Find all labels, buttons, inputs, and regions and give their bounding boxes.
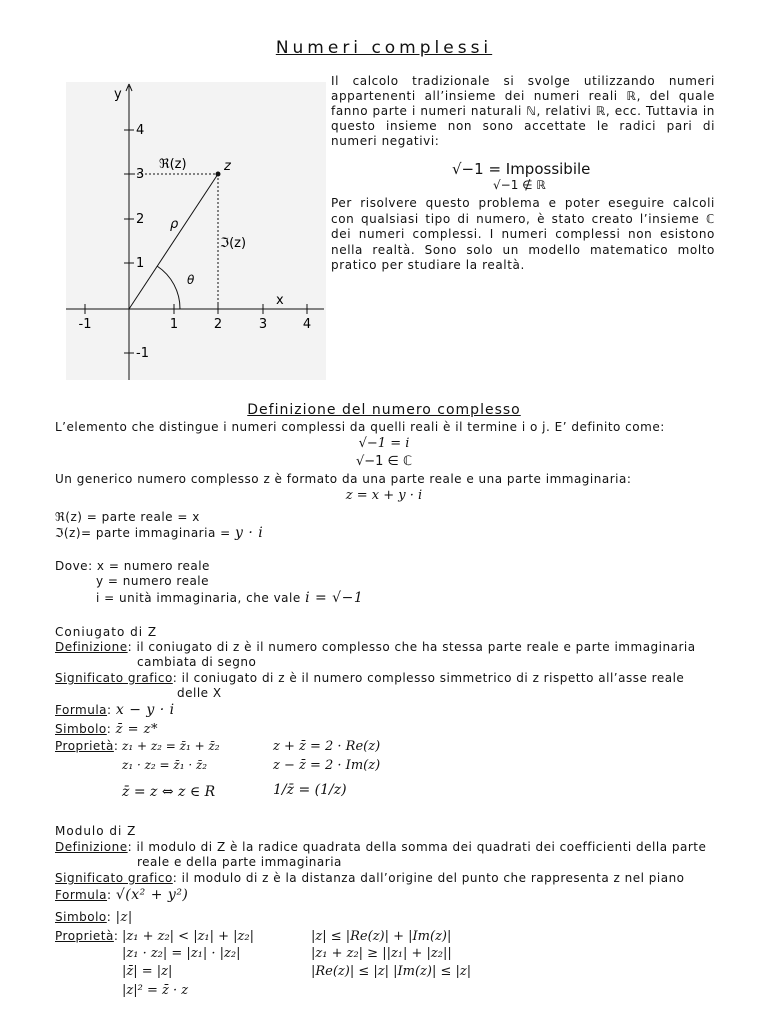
im-label: ℑ(z) [220, 236, 247, 251]
intro-paragraph-2: Per risolvere questo problema e poter eseguire calcoli con qualsiasi tipo di numero, è stato creato l’insieme ℂ dei numeri complessi. I numeri complessi non esistono nella realtà. Sono solo un modello matematico molto pratico per studiare la realtà. [331, 196, 715, 272]
significato-label: Significato grafico [55, 671, 173, 685]
simbolo-label: Simbolo [55, 722, 107, 736]
modulo-definition [55, 840, 706, 855]
dove-i-math: i = √−1 [305, 590, 364, 606]
graph-background [66, 82, 326, 380]
x-tick-label: -1 [78, 317, 92, 332]
coniugato-prop-3: z̄ = z ⇔ z ∈ R [122, 784, 216, 800]
im-part-line [55, 526, 263, 541]
modulo-prop-5: |z| ≤ |Re(z)| + |Im(z)| [311, 929, 452, 944]
definition-eq-in-c: √−1 ∈ ℂ [355, 454, 413, 469]
coniugato-definition [55, 640, 696, 655]
modulo-proprieta: Proprietà: [55, 929, 119, 943]
rho-label: ρ [170, 217, 179, 232]
formula-math: x − y · i [115, 702, 175, 718]
formula-label: Formula [55, 703, 108, 717]
re-part-line: ℜ(z) = parte reale = x [55, 510, 200, 524]
definition-eq-z: z = x + y · i [345, 488, 423, 503]
modulo-simbolo: Simbolo: |z| [55, 910, 133, 925]
x-tick-label: 3 [258, 317, 268, 332]
point-z [216, 172, 221, 177]
modulo-heading: Modulo di Z [55, 824, 137, 838]
coniugato-simbolo: Simbolo: z̄ = z* [55, 722, 158, 737]
modulo-definition-cont: reale e della parte immaginaria [137, 855, 342, 869]
modulo-significato [55, 871, 685, 886]
significato-text: : il coniugato di z è il numero complesso simmetrico di z rispetto all’asse reale [172, 671, 685, 685]
section-title-definition: Definizione del numero complesso [247, 402, 521, 418]
y-tick-label: 2 [136, 212, 145, 227]
formula-math: √(x² + y²) [115, 887, 189, 903]
dove-i-line [96, 591, 363, 606]
y-tick-label: 3 [136, 167, 145, 182]
x-tick-label: 4 [302, 317, 312, 332]
coniugato-definition-cont: cambiata di segno [137, 655, 257, 669]
point-z-label: z [224, 159, 231, 174]
coniugato-proprieta: Proprietà: [55, 739, 119, 753]
im-part-math: y · i [235, 525, 264, 541]
modulo-prop-3: |z̄| = |z| [122, 964, 173, 979]
dove-i-text: i = unità immaginaria, che vale [96, 591, 306, 605]
modulo-prop-4: |z|² = z̄ · z [122, 983, 189, 998]
definition-text: : il modulo di Z è la radice quadrata della somma dei quadrati dei coefficienti della parte [127, 840, 707, 854]
definition-label: Definizione [55, 640, 128, 654]
re-label: ℜ(z) [159, 157, 187, 172]
theta-label: θ [187, 273, 195, 287]
y-tick-label: 1 [136, 256, 145, 271]
definition-text: : il coniugato di z è il numero complesso che ha stessa parte reale e parte immaginaria [127, 640, 696, 654]
modulo-prop-7: |Re(z)| ≤ |z| |Im(z)| ≤ |z| [311, 964, 472, 979]
x-tick-label: 2 [213, 317, 223, 332]
definition-line-1: L’elemento che distingue i numeri complessi da quelli reali è il termine i o j. E’ definito come: [55, 420, 665, 434]
complex-plane-graph [66, 82, 326, 380]
proprieta-label: Proprietà [55, 929, 114, 943]
significato-label: Significato grafico [55, 871, 173, 885]
formula-label: Formula [55, 888, 108, 902]
dove-y-line: y = numero reale [96, 574, 210, 588]
simbolo-math: |z| [115, 910, 133, 925]
intro-paragraph: Il calcolo tradizionale si svolge utilizzando numeri appartenenti all’insieme dei numeri reali ℝ, del quale fanno parte i numeri naturali ℕ, relativi ℝ, ecc. Tuttavia in questo insieme non sono accettate le radici pari di numeri negativi: [331, 74, 715, 148]
simbolo-math: z̄ = z* [115, 722, 158, 737]
significato-text: : il modulo di z è la distanza dall’origine del punto che rappresenta z nel piano [172, 871, 685, 885]
coniugato-prop-2: z₁ · z₂ = z̄₁ · z̄₂ [122, 758, 208, 772]
coniugato-prop-4: z + z̄ = 2 · Re(z) [273, 739, 381, 754]
page-title: Numeri complessi [275, 38, 493, 58]
simbolo-label: Simbolo [55, 910, 107, 924]
coniugato-formula: Formula: x − y · i [55, 702, 175, 718]
dove-x-line: Dove: x = numero reale [55, 559, 210, 573]
modulo-prop-6: |z₁ + z₂| ≥ ||z₁| + |z₂|| [311, 946, 452, 961]
x-tick-label: 1 [169, 317, 179, 332]
definition-label: Definizione [55, 840, 128, 854]
y-tick-label: -1 [136, 346, 149, 361]
definition-eq-i: √−1 = i [358, 436, 410, 451]
modulo-formula: Formula: √(x² + y²) [55, 887, 189, 903]
y-tick-label: 4 [136, 123, 145, 138]
im-part-text: ℑ(z)= parte immaginaria = [55, 526, 235, 540]
coniugato-significato [55, 671, 684, 686]
coniugato-significato-cont: delle X [177, 686, 222, 700]
modulo-prop-2: |z₁ · z₂| = |z₁| · |z₂| [122, 946, 241, 961]
coniugato-prop-6: 1/z̄ = (1/z) [273, 782, 347, 798]
definition-line-2: Un generico numero complesso z è formato da una parte reale e una parte immaginaria: [55, 472, 632, 486]
modulo-prop-1: |z₁ + z₂| < |z₁| + |z₂| [122, 929, 254, 944]
intro-equation-impossible: √−1 = Impossibile [452, 160, 591, 178]
proprieta-label: Proprietà [55, 739, 114, 753]
coniugato-heading: Coniugato di Z [55, 625, 158, 639]
intro-equation-not-in-r: √−1 ∉ ℝ [493, 178, 546, 192]
x-axis-label: x [276, 293, 284, 308]
coniugato-prop-1: z₁ + z₂ = z̄₁ + z̄₂ [122, 739, 220, 753]
y-axis-label: y [114, 87, 122, 102]
coniugato-prop-5: z − z̄ = 2 · Im(z) [273, 758, 381, 773]
